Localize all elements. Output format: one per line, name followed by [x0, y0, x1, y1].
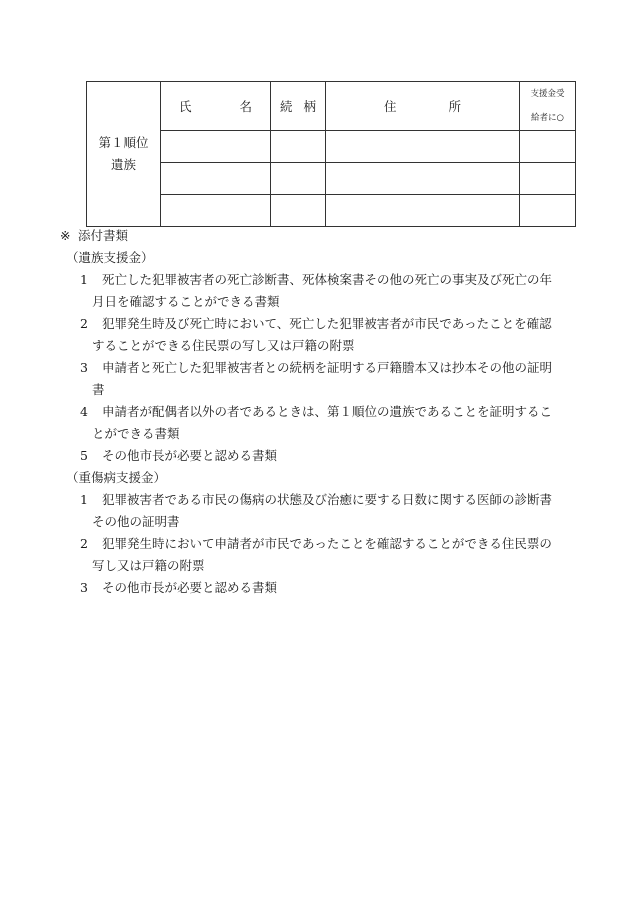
relation-header: [271, 82, 326, 131]
heir-row-1: [87, 131, 576, 163]
notes-title-text: 添付書類: [78, 228, 129, 243]
item-number: 2: [80, 536, 88, 551]
item-text-cont: 書: [92, 382, 105, 397]
item-text: 犯罪被害者である市民の傷病の状態及び治癒に要する日数に関する医師の診断書: [102, 492, 553, 507]
bereaved-item-1: [60, 269, 585, 313]
item-text: 犯罪発生時において申請者が市民であったことを確認することができる住民票の: [102, 536, 552, 551]
item-text-cont: 写し又は戸籍の附票: [92, 558, 205, 573]
item-number: 1: [80, 492, 88, 507]
bereaved-item-5: [60, 445, 585, 467]
name-header-char-1: 氏: [179, 99, 192, 114]
address-header: [326, 82, 520, 131]
item-text-cont: 月日を確認することができる書類: [92, 294, 280, 309]
recipient-cell[interactable]: [520, 195, 576, 227]
injury-heading: （重傷病支援金）: [66, 470, 167, 485]
attachment-notes: [60, 225, 585, 599]
rank-label-line2: 遺族: [110, 157, 136, 172]
item-number: 4: [80, 404, 88, 419]
rank-cell: [87, 82, 161, 227]
address-cell[interactable]: [326, 131, 520, 163]
injury-item-1: [60, 489, 585, 533]
name-cell[interactable]: [161, 131, 271, 163]
item-number: 2: [80, 316, 88, 331]
item-text: 申請者と死亡した犯罪被害者との続柄を証明する戸籍謄本又は抄本その他の証明: [102, 360, 553, 375]
bereaved-item-2: [60, 313, 585, 357]
item-text: 死亡した犯罪被害者の死亡診断書、死体検案書その他の死亡の事実及び死亡の年: [102, 272, 553, 287]
notes-title: [60, 225, 585, 247]
address-header-char-2: 所: [448, 99, 461, 114]
relation-header-char-1: 続: [280, 99, 293, 114]
injury-item-3: [60, 577, 585, 599]
bereaved-heading: （遺族支援金）: [66, 250, 154, 265]
address-cell[interactable]: [326, 163, 520, 195]
name-cell[interactable]: [161, 163, 271, 195]
recipient-cell[interactable]: [520, 163, 576, 195]
item-text: その他市長が必要と認める書類: [102, 448, 278, 463]
heir-row-2: [87, 163, 576, 195]
item-text: 申請者が配偶者以外の者であるときは、第１順位の遺族であることを証明するこ: [102, 404, 553, 419]
item-text: その他市長が必要と認める書類: [102, 580, 278, 595]
heir-row-3: [87, 195, 576, 227]
item-text-cont: することができる住民票の写し又は戸籍の附票: [92, 338, 355, 353]
recipient-header-line2: 給者に○: [531, 113, 564, 123]
recipient-cell[interactable]: [520, 131, 576, 163]
recipient-header-line1: 支援金受: [530, 89, 565, 99]
relation-cell[interactable]: [271, 131, 326, 163]
item-text-cont: とができる書類: [92, 426, 180, 441]
item-number: 1: [80, 272, 88, 287]
reference-mark: ※: [60, 228, 71, 243]
rank-label-line1: 第１順位: [98, 135, 149, 150]
name-header-char-2: 名: [239, 99, 252, 114]
injury-item-2: [60, 533, 585, 577]
address-cell[interactable]: [326, 195, 520, 227]
item-number: 3: [80, 360, 88, 375]
name-cell[interactable]: [161, 195, 271, 227]
bereaved-item-3: [60, 357, 585, 401]
address-header-char-1: 住: [384, 99, 397, 114]
item-number: 3: [80, 580, 88, 595]
heir-table: [86, 81, 576, 227]
relation-cell[interactable]: [271, 195, 326, 227]
item-number: 5: [80, 448, 88, 463]
relation-cell[interactable]: [271, 163, 326, 195]
bereaved-item-4: [60, 401, 585, 445]
item-text: 犯罪発生時及び死亡時において、死亡した犯罪被害者が市民であったことを確認: [102, 316, 552, 331]
recipient-header: [520, 82, 576, 131]
relation-header-char-2: 柄: [303, 99, 316, 114]
name-header: [161, 82, 271, 131]
item-text-cont: その他の証明書: [92, 514, 180, 529]
